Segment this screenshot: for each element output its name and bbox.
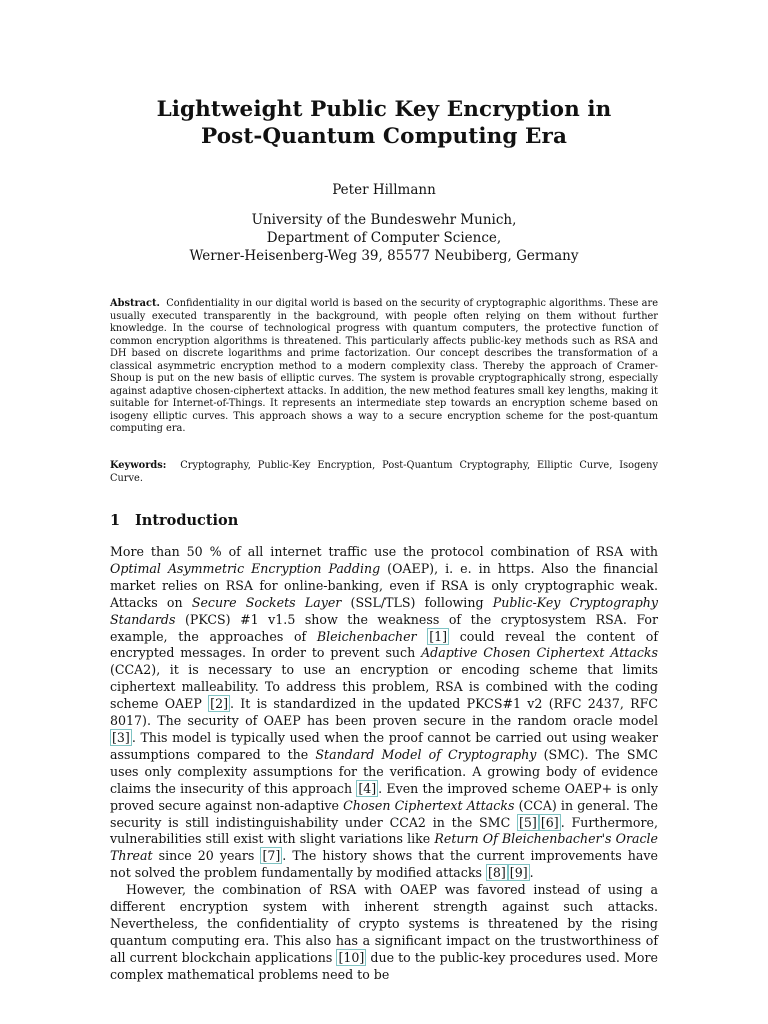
section-number: 1 (110, 512, 121, 529)
paragraph-1 (110, 544, 658, 882)
text-run: (SMC). The SMC uses only complexity assumptions for the verification. A growing body of evidence claims the insecurity of this approach (110, 746, 658, 796)
keywords (110, 460, 658, 485)
affiliation-line: Department of Computer Science, (266, 230, 502, 246)
body-text (110, 544, 658, 984)
text-run: (PKCS) #1 v1.5 show the weakness of the cryptosystem RSA. For example, the approaches of (110, 611, 658, 644)
title-line-1: Lightweight Public Key Encryption in (156, 97, 612, 122)
author-name: Peter Hillmann (332, 182, 436, 198)
text-run-italic: Adaptive Chosen Ciphertext Attacks (421, 645, 658, 661)
text-run: (SSL/TLS) following (341, 594, 493, 610)
text-run-italic: Return Of Bleichenbacher's Oracle Threat (110, 831, 659, 864)
paper-title (0, 96, 768, 150)
citation-link[interactable]: [8] (487, 865, 506, 881)
citation-link[interactable]: [6] (540, 814, 559, 830)
text-run: could reveal the content of encrypted messages. In order to prevent such (110, 628, 658, 661)
text-run: . The history shows that the current improvements have not solved the problem fundamentally by modified attacks (110, 848, 658, 881)
text-run-italic: Chosen Ciphertext Attacks (343, 797, 515, 813)
paragraph-2 (110, 882, 658, 983)
abstract-text: Confidentiality in our digital world is based on the security of cryptographic algorithms. These are usually executed transparently in the background, with people often relying on them without further knowledge. In the course of technological progress with quantum computers, the protective function of common encryption algorithms is threatened. This particularly affects public-key methods such as RSA and DH based on discrete logarithms and prime factorization. Our concept describes the transformation of a classical asymmetric encryption method to a modern complexity class. Thereby the approach of Cramer-Shoup is put on the new basis of elliptic curves. The system is provable cryptographically strong, especially against adaptive chosen-ciphertext attacks. In addition, the new method features small key lengths, making it suitable for Internet-of-Things. It represents an intermediate step towards an encryption scheme based on isogeny elliptic curves. This approach shows a way to a secure encryption scheme for the post-quantum computing era. (110, 298, 658, 435)
author-affiliation (0, 211, 768, 265)
keywords-text: Cryptography, Public-Key Encryption, Post-Quantum Cryptography, Elliptic Curve, Isogeny Curve. (110, 460, 658, 484)
citation-link[interactable]: [3] (112, 729, 130, 745)
text-run-italic: Public-Key Cryptography Standards (110, 594, 658, 627)
section-heading (110, 512, 658, 530)
citation-link[interactable]: [7] (262, 848, 281, 864)
text-run: . It is standardized in the updated PKCS#1 v2 (RFC 2437, RFC 8017). The security of OAEP has been proven secure in the random oracle model (110, 696, 658, 729)
text-run-italic: Bleichenbacher (316, 628, 417, 644)
text-run: . Furthermore, vulnerabilities still exist with slight variations like (110, 814, 658, 847)
text-run: . (529, 865, 534, 881)
text-run-italic: Secure Sockets Layer (191, 594, 342, 610)
text-run: More than 50 % of all internet traffic use the protocol combination of RSA with (110, 544, 658, 559)
text-run: . Even the improved scheme OAEP+ is only proved secure against non-adaptive (110, 780, 658, 813)
text-run: (CCA2), it is necessary to use an encryption or encoding scheme that limits ciphertext malleability. To address this problem, RSA is combined with the coding scheme OAEP (110, 662, 658, 712)
text-run: (CCA) in general. The security is still indistinguishability under CCA2 in the SMC (110, 797, 658, 830)
affiliation-line: University of the Bundeswehr Munich, (251, 212, 517, 228)
keywords-label: Keywords: (110, 460, 167, 471)
text-run: However, the combination of RSA with OAEP was favored instead of using a different encryption system with inherent strength against such attacks. Nevertheless, the confidentiality of crypto systems is threatened by the rising quantum computing era. This also has a significant impact on the trustworthiness of all current blockchain applications (110, 882, 658, 965)
citation-link[interactable]: [5] (519, 814, 537, 830)
citation-link[interactable]: [4] (358, 780, 377, 796)
text-run: . This model is typically used when the proof cannot be carried out using weaker assumptions compared to the (110, 729, 658, 762)
citation-link[interactable]: [2] (210, 696, 228, 712)
abstract (110, 298, 658, 436)
citation-link[interactable]: [1] (429, 628, 448, 644)
text-run: (OAEP), i. e. in https. Also the financial market relies on RSA for online-banking, even if RSA is only cryptographic weak. Attacks on (110, 560, 658, 610)
affiliation-line: Werner-Heisenberg-Weg 39, 85577 Neubiberg, Germany (189, 248, 579, 264)
text-run-italic: Standard Model of Cryptography (315, 746, 537, 762)
text-run: since 20 years (152, 848, 261, 864)
text-run (417, 629, 428, 644)
text-run: due to the public-key procedures used. More complex mathematical problems need to be (110, 949, 658, 982)
citation-link[interactable]: [10] (338, 949, 365, 965)
citation-link[interactable]: [9] (509, 865, 528, 881)
abstract-label: Abstract. (110, 298, 160, 309)
title-line-2: Post-Quantum Computing Era (201, 124, 567, 149)
text-run-italic: Optimal Asymmetric Encryption Padding (110, 560, 381, 576)
section-title: Introduction (135, 512, 239, 529)
